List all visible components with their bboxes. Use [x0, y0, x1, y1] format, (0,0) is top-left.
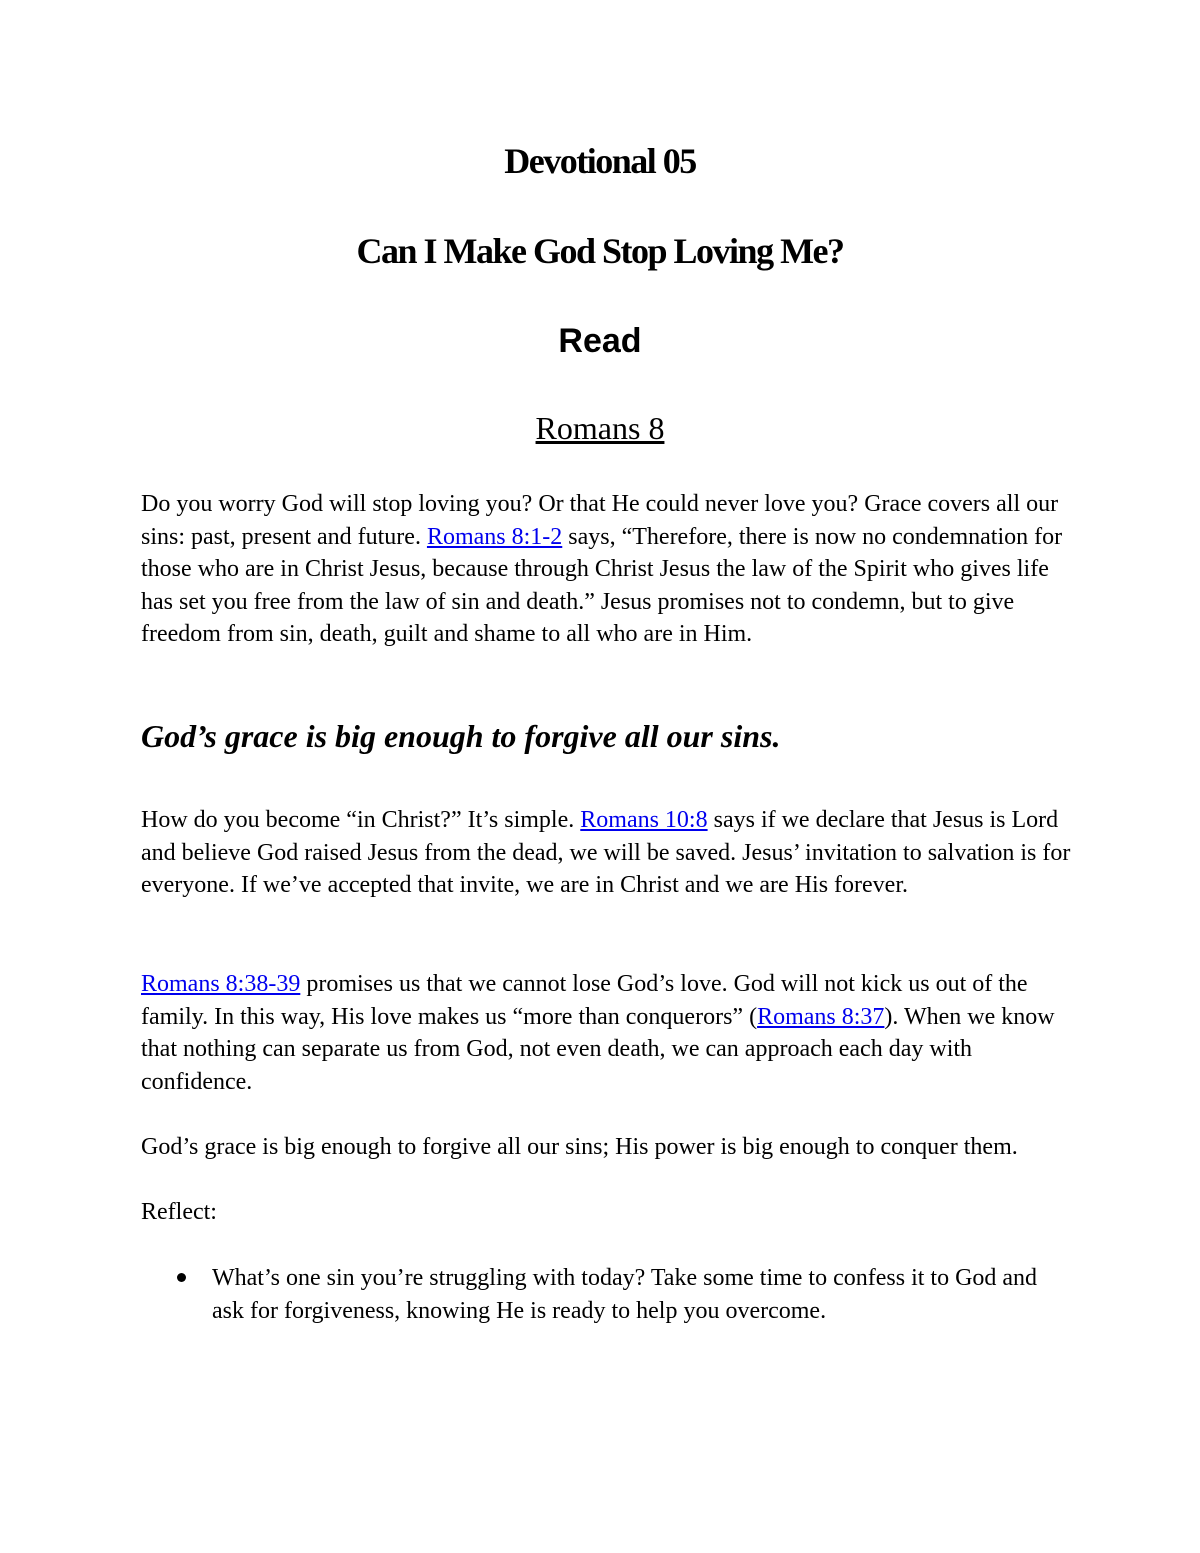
document-subtitle: Can I Make God Stop Loving Me? [356, 231, 844, 271]
read-heading: Read [558, 322, 642, 360]
reflect-label: Reflect: [141, 1199, 217, 1225]
paragraph-text: says if we declare that Jesus is Lord and believe God raised Jesus from the dead, we will be saved. Jesus’ invitation to salvation is for everyone. If we’ve accepted that invite, we are in Christ and we are His forever. [141, 807, 1071, 899]
scripture-link-romans-8-37[interactable]: Romans 8:37 [757, 1003, 885, 1030]
list-item-text: What’s one sin you’re struggling with today? Take some time to confess it to God and ask for forgiveness, knowing He is ready to help you overcome. [212, 1265, 1038, 1324]
scripture-link-romans-8-1-2[interactable]: Romans 8:1-2 [426, 523, 563, 550]
passage-reference: Romans 8 [535, 410, 665, 446]
reflect-list [141, 1262, 1071, 1327]
paragraph-text: says, “Therefore, there is now no condemnation for those who are in Christ Jesus, because through Christ Jesus the law of the Spirit who gives life has set you free from the law of sin and death.” Jesus promises not to condemn, but to give freedom from sin, death, guilt and shame to all who are in Him. [141, 523, 1063, 648]
paragraph-text: Do you worry God will stop loving you? Or that He could never love you? Grace covers all our sins: past, present and future. [141, 491, 1059, 550]
bullet-icon [177, 1273, 186, 1282]
scripture-link-romans-8-38-39[interactable]: Romans 8:38-39 [141, 971, 301, 997]
paragraph-text: How do you become “in Christ?” It’s simple. [141, 807, 581, 833]
document-title: Devotional 05 [504, 141, 696, 181]
paragraph-in-christ [141, 804, 1071, 902]
paragraph-text: ). When we know that nothing can separate us from God, not even death, we can approach each day with confidence. [141, 1003, 1055, 1095]
paragraph-summary: God’s grace is big enough to forgive all our sins; His power is big enough to conquer them. [141, 1134, 1018, 1160]
paragraph-text: promises us that we cannot lose God’s love. God will not kick us out of the family. In this way, His love makes us “more than conquerors” ( [141, 971, 1028, 1030]
pull-quote: God’s grace is big enough to forgive all our sins. [141, 718, 781, 754]
scripture-link-romans-10-8[interactable]: Romans 10:8 [580, 807, 708, 833]
paragraph-intro [141, 488, 1071, 651]
list-item [141, 1262, 1071, 1327]
paragraph-gods-love [141, 968, 1071, 1098]
